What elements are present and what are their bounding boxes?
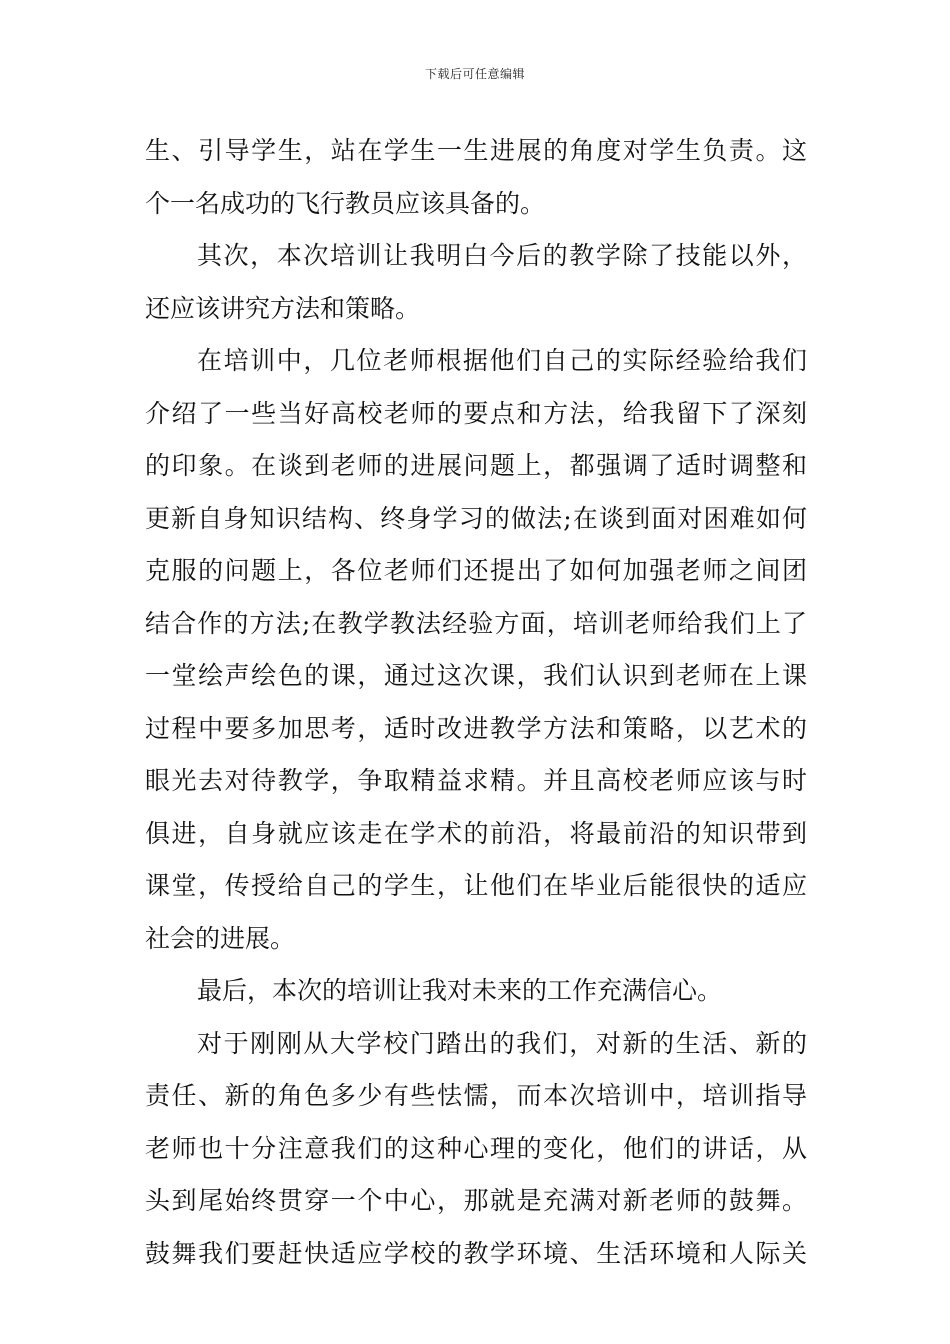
text-line: 一堂绘声绘色的课，通过这次课，我们认识到老师在上课 xyxy=(145,661,807,690)
text-line: 克服的问题上，各位老师们还提出了如何加强老师之间团 xyxy=(145,556,807,585)
paragraph-first-line: 对于刚刚从大学校门踏出的我们，对新的生活、新的 xyxy=(197,1028,807,1058)
text-line: 眼光去对待教学，争取精益求精。并且高校老师应该与时 xyxy=(145,766,807,795)
page-header-note: 下载后可任意编辑 xyxy=(424,67,525,81)
text-line: 头到尾始终贯穿一个中心，那就是充满对新老师的鼓舞。 xyxy=(145,1186,807,1215)
paragraph-first-line: 最后，本次的培训让我对未来的工作充满信心。 xyxy=(197,976,723,1005)
text-line: 老师也十分注意我们的这种心理的变化，他们的讲话，从 xyxy=(145,1133,807,1163)
text-line: 俱进，自身就应该走在学术的前沿，将最前沿的知识带到 xyxy=(145,818,807,848)
text-line: 责任、新的角色多少有些怯懦，而本次培训中，培训指导 xyxy=(145,1081,807,1110)
text-line: 的印象。在谈到老师的进展问题上，都强调了适时调整和 xyxy=(145,451,807,480)
text-line: 课堂，传授给自己的学生，让他们在毕业后能很快的适应 xyxy=(145,871,807,900)
text-line: 介绍了一些当好高校老师的要点和方法，给我留下了深刻 xyxy=(145,398,807,428)
text-line: 更新自身知识结构、终身学习的做法;在谈到面对困难如何 xyxy=(145,503,807,533)
text-line: 社会的进展。 xyxy=(145,923,296,953)
text-line: 鼓舞我们要赶快适应学校的教学环境、生活环境和人际关 xyxy=(145,1238,807,1268)
document-body xyxy=(145,125,807,1280)
text-line: 还应该讲究方法和策略。 xyxy=(145,293,421,323)
text-line: 过程中要多加思考，适时改进教学方法和策略，以艺术的 xyxy=(145,713,807,743)
text-line: 个一名成功的飞行教员应该具备的。 xyxy=(145,188,546,218)
paragraph-first-line: 在培训中，几位老师根据他们自己的实际经验给我们 xyxy=(197,346,807,375)
text-line: 生、引导学生，站在学生一生进展的角度对学生负责。这 xyxy=(145,136,807,165)
paragraph-first-line: 其次，本次培训让我明白今后的教学除了技能以外， xyxy=(197,241,807,270)
text-line: 结合作的方法;在教学教法经验方面，培训老师给我们上了 xyxy=(145,608,807,638)
